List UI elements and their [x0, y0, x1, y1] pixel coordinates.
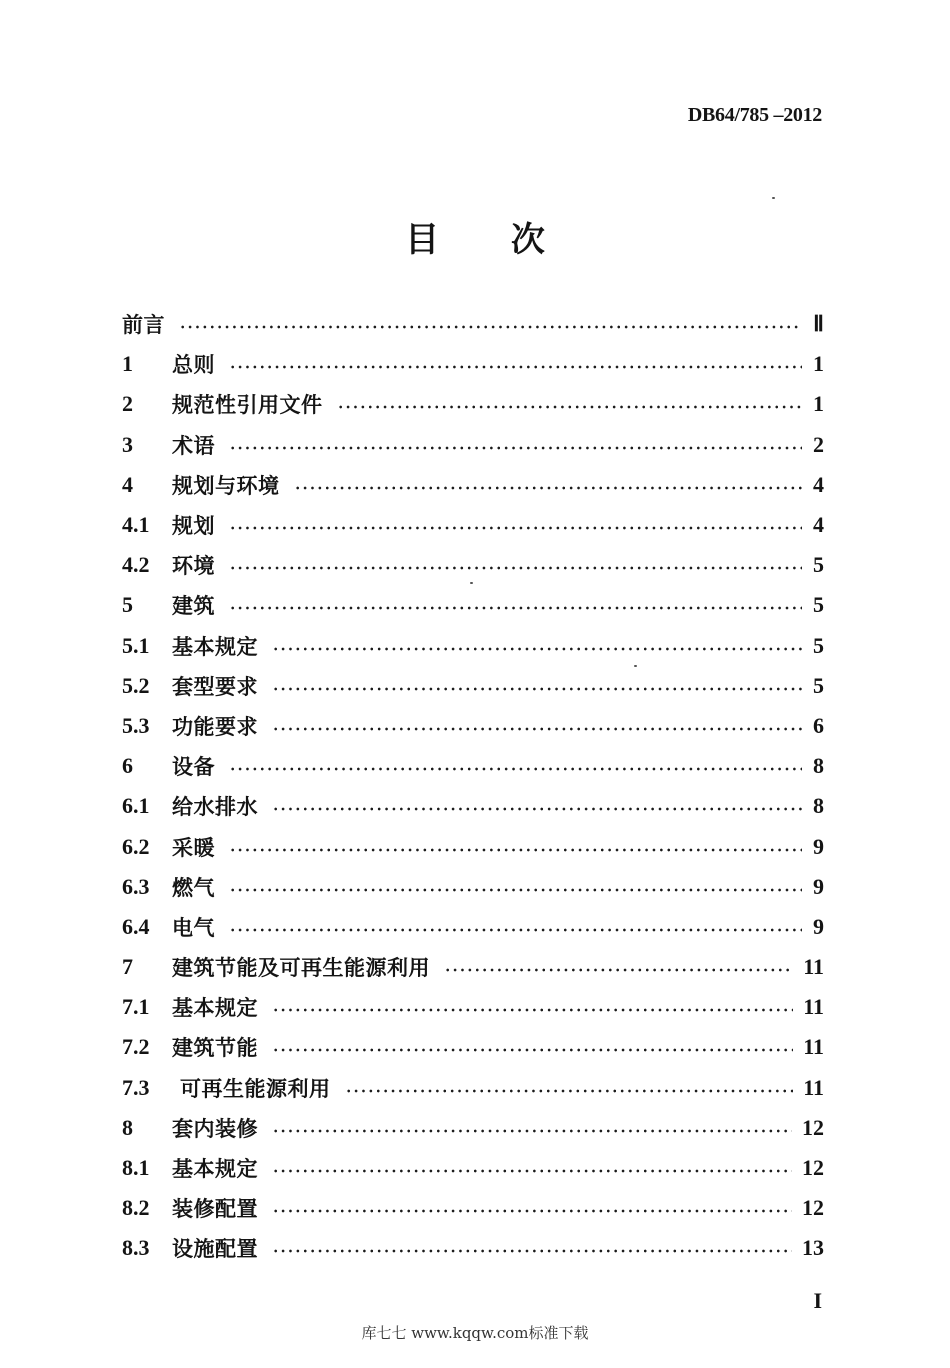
toc-leader-dots [229, 446, 802, 450]
toc-entry-page: 9 [813, 913, 824, 939]
toc-entry[interactable] [122, 425, 824, 465]
toc-entry-page: 13 [802, 1235, 824, 1261]
toc-entry-page: 12 [802, 1195, 824, 1221]
toc-entry-number: 7.3 [122, 1074, 150, 1100]
toc-entry[interactable] [122, 907, 824, 947]
toc-leader-dots [272, 647, 802, 651]
toc-entry[interactable] [122, 706, 824, 746]
toc-entry[interactable] [122, 1148, 824, 1188]
toc-leader-dots [229, 566, 802, 570]
toc-entry-page: 1 [813, 391, 824, 417]
toc-entry-number: 8 [122, 1114, 133, 1140]
toc-entry[interactable] [122, 585, 824, 625]
toc-entry-title: 套型要求 [172, 674, 258, 699]
toc-leader-dots [345, 1089, 794, 1093]
toc-entry-number: 7.1 [122, 994, 150, 1020]
toc-leader-dots [229, 365, 802, 369]
toc-leader-dots [229, 888, 802, 892]
toc-entry[interactable] [122, 304, 824, 344]
toc-entry-page: 11 [803, 1034, 824, 1060]
toc-entry[interactable] [122, 947, 824, 987]
toc-entry-page: 5 [813, 632, 824, 658]
toc-entry-number: 6.2 [122, 833, 150, 859]
toc-entry[interactable] [122, 867, 824, 907]
toc-leader-dots [179, 325, 802, 329]
toc-entry-page: 2 [813, 431, 824, 457]
toc-entry[interactable] [122, 987, 824, 1027]
toc-entry-title: 燃气 [172, 875, 215, 900]
toc-entry-title: 采暖 [172, 835, 215, 860]
toc-entry-title: 建筑节能及可再生能源利用 [172, 956, 430, 981]
toc-entry[interactable] [122, 1228, 824, 1268]
toc-entry-number: 6.3 [122, 873, 150, 899]
toc-entry-page: 12 [802, 1114, 824, 1140]
toc-entry[interactable] [122, 626, 824, 666]
toc-entry-title: 基本规定 [172, 996, 258, 1021]
toc-entry-page: 8 [813, 753, 824, 779]
toc-entry-title: 术语 [172, 433, 215, 458]
toc-entry-title: 设施配置 [172, 1237, 258, 1262]
table-of-contents [122, 304, 824, 1269]
toc-entry-number: 4.2 [122, 552, 150, 578]
toc-leader-dots [272, 1249, 792, 1253]
toc-entry-page: 12 [802, 1155, 824, 1181]
toc-entry[interactable] [122, 1108, 824, 1148]
toc-entry-page: 1 [813, 351, 824, 377]
toc-entry-number: 6.1 [122, 793, 150, 819]
toc-leader-dots [229, 928, 802, 932]
toc-entry-number: 4 [122, 471, 133, 497]
toc-entry-page: 6 [813, 712, 824, 738]
toc-entry-title: 给水排水 [172, 795, 258, 820]
toc-entry[interactable] [122, 826, 824, 866]
toc-entry-title: 建筑节能 [172, 1036, 258, 1061]
toc-entry-title: 可再生能源利用 [180, 1076, 331, 1101]
toc-leader-dots [294, 486, 803, 490]
toc-entry-title: 规划与环境 [172, 473, 280, 498]
toc-entry[interactable] [122, 786, 824, 826]
toc-entry[interactable] [122, 545, 824, 585]
toc-entry[interactable] [122, 1027, 824, 1067]
toc-entry-number: 5 [122, 592, 133, 618]
toc-leader-dots [272, 1129, 792, 1133]
page-number: I [813, 1288, 822, 1313]
toc-entry-title: 环境 [172, 554, 215, 579]
toc-leader-dots [444, 968, 793, 972]
toc-leader-dots [229, 606, 802, 610]
toc-entry-page: 11 [803, 994, 824, 1020]
toc-entry-title: 规划 [172, 514, 215, 539]
toc-entry[interactable] [122, 344, 824, 384]
toc-entry-title: 规范性引用文件 [172, 393, 323, 418]
toc-leader-dots [272, 1008, 793, 1012]
toc-entry-number: 8.1 [122, 1155, 150, 1181]
toc-entry[interactable] [122, 746, 824, 786]
toc-entry-title: 设备 [172, 755, 215, 780]
toc-entry-number: 6.4 [122, 913, 150, 939]
toc-entry-number: 5.3 [122, 712, 150, 738]
toc-leader-dots [272, 727, 802, 731]
toc-entry-page: 5 [813, 552, 824, 578]
toc-entry-number: 8.3 [122, 1235, 150, 1261]
document-code: DB64/785 –2012 [687, 104, 822, 126]
toc-entry-page: 9 [813, 833, 824, 859]
toc-entry-title: 基本规定 [172, 1157, 258, 1182]
toc-entry-page: 5 [813, 592, 824, 618]
toc-entry-page: 11 [803, 954, 824, 980]
scan-speck [772, 197, 775, 199]
toc-entry-page: Ⅱ [813, 311, 824, 337]
toc-entry[interactable] [122, 1068, 824, 1108]
toc-leader-dots [229, 848, 802, 852]
toc-leader-dots [272, 807, 802, 811]
toc-entry-number: 5.1 [122, 632, 150, 658]
footer-watermark: 库七七 www.kqqw.com标准下载 [361, 1324, 589, 1342]
toc-entry[interactable] [122, 465, 824, 505]
toc-entry-number: 3 [122, 431, 133, 457]
scan-speck [634, 665, 637, 667]
toc-entry-title: 建筑 [172, 594, 215, 619]
scan-speck [470, 582, 473, 584]
toc-leader-dots [272, 1048, 793, 1052]
toc-entry-page: 4 [813, 471, 824, 497]
toc-leader-dots [272, 687, 802, 691]
toc-entry[interactable] [122, 666, 824, 706]
toc-entry-page: 9 [813, 873, 824, 899]
toc-entry-title: 基本规定 [172, 634, 258, 659]
toc-entry-title: 装修配置 [172, 1197, 258, 1222]
toc-entry-number: 7.2 [122, 1034, 150, 1060]
toc-entry[interactable] [122, 384, 824, 424]
toc-leader-dots [229, 767, 802, 771]
toc-entry-number: 7 [122, 954, 133, 980]
toc-entry-page: 11 [803, 1074, 824, 1100]
toc-entry[interactable] [122, 1188, 824, 1228]
toc-entry-title: 总则 [172, 353, 215, 378]
toc-entry-title: 电气 [172, 915, 215, 940]
toc-leader-dots [337, 405, 803, 409]
toc-leader-dots [229, 526, 802, 530]
toc-entry-number: 5.2 [122, 672, 150, 698]
toc-entry-page: 4 [813, 512, 824, 538]
toc-entry-number: 1 [122, 351, 133, 377]
toc-entry-number: 4.1 [122, 512, 150, 538]
toc-leader-dots [272, 1169, 792, 1173]
toc-entry-number: 2 [122, 391, 133, 417]
toc-entry-title: 前言 [122, 313, 165, 338]
toc-leader-dots [272, 1209, 792, 1213]
toc-entry-page: 5 [813, 672, 824, 698]
toc-entry-title: 功能要求 [172, 714, 258, 739]
toc-entry-title: 套内装修 [172, 1116, 258, 1141]
toc-entry-page: 8 [813, 793, 824, 819]
toc-entry-number: 6 [122, 753, 133, 779]
page-title: 目 次 [405, 220, 575, 260]
toc-entry[interactable] [122, 505, 824, 545]
toc-entry-number: 8.2 [122, 1195, 150, 1221]
